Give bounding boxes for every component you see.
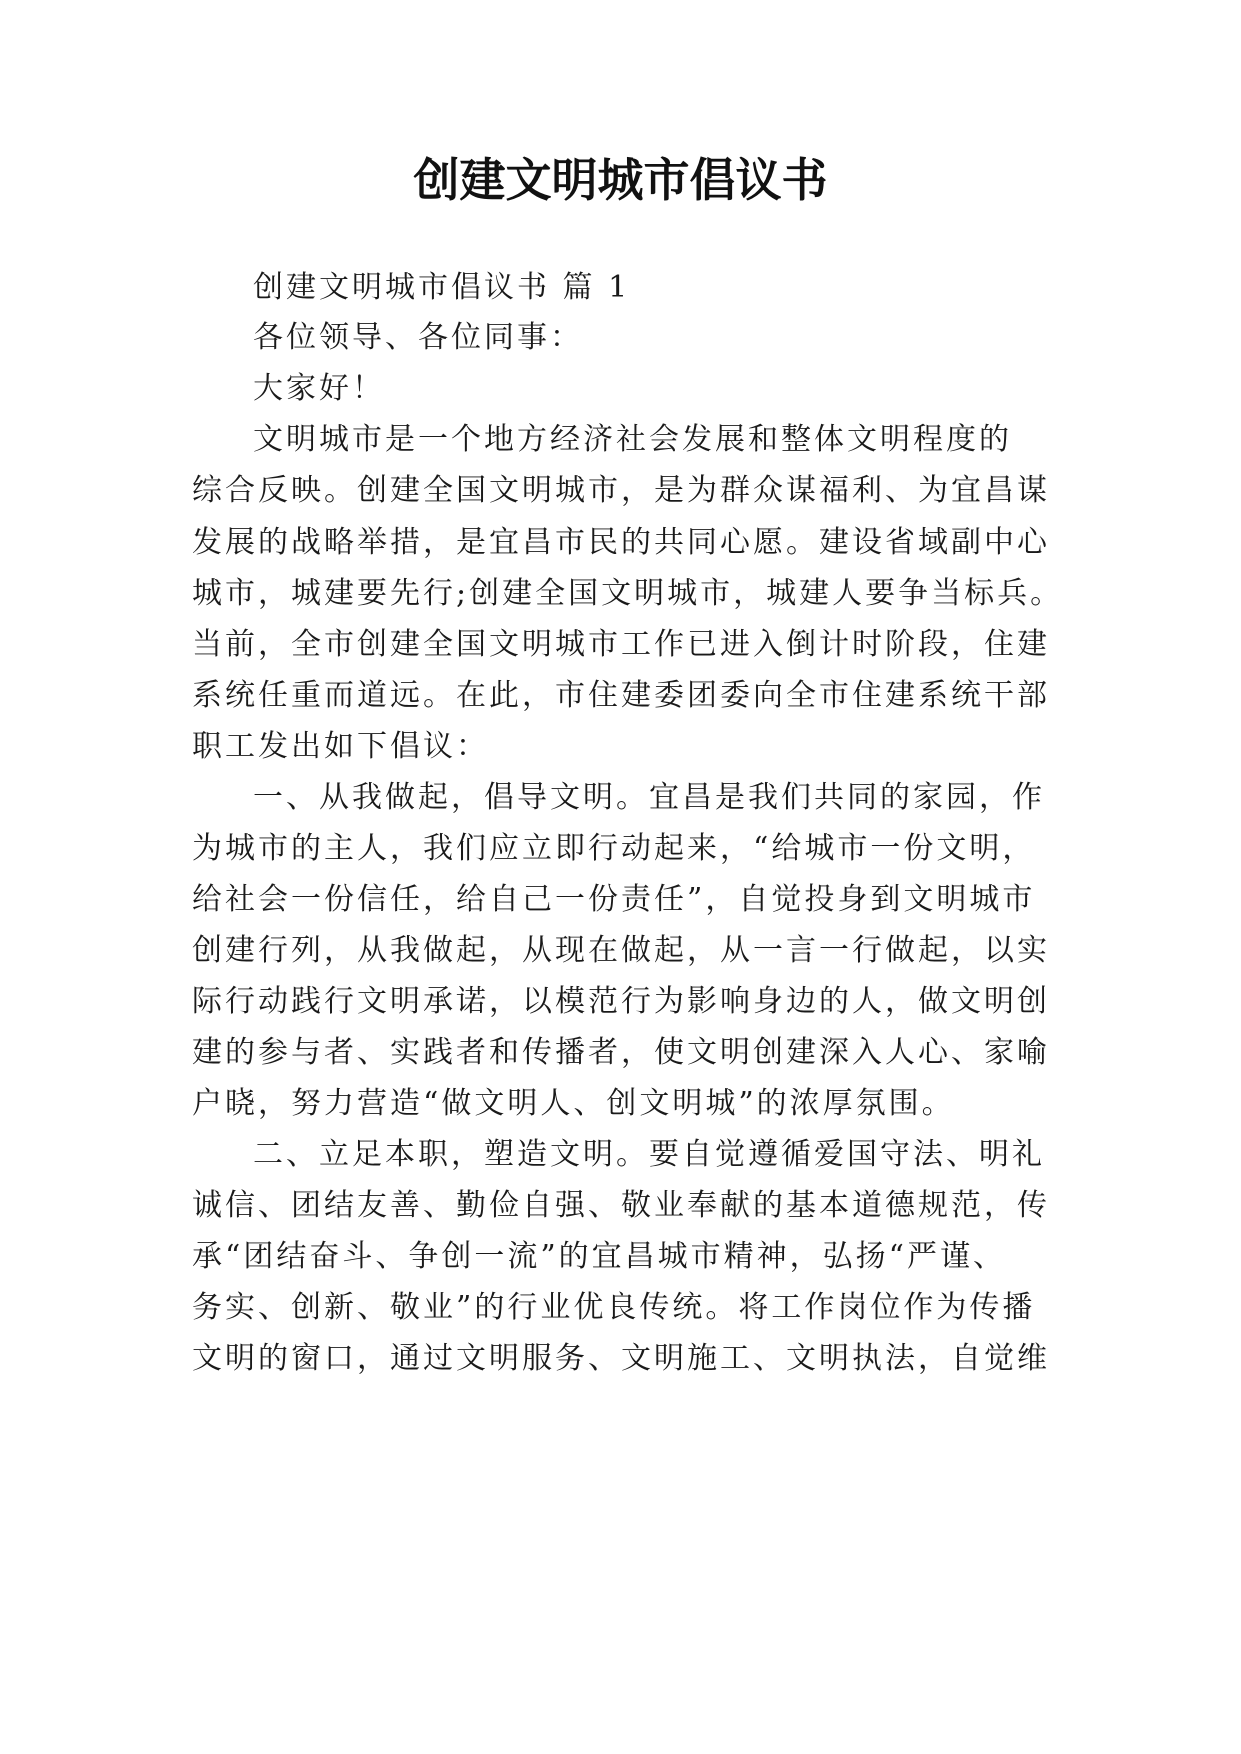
paragraph-line: 户晓，努力营造“做文明人、创文明城”的浓厚氛围。 — [192, 1086, 955, 1121]
paragraph-line: 为城市的主人，我们应立即行动起来，“给城市一份文明， — [192, 831, 1036, 866]
paragraph-line: 文明的窗口，通过文明服务、文明施工、文明执法，自觉维 — [192, 1341, 1050, 1376]
document-title: 创建文明城市倡议书 — [413, 153, 828, 207]
paragraph-line: 承“团结奋斗、争创一流”的宜昌城市精神，弘扬“严谨、 — [192, 1239, 1007, 1274]
paragraph-line: 当前，全市创建全国文明城市工作已进入倒计时阶段，住建 — [192, 627, 1050, 662]
paragraph-line: 文明城市是一个地方经济社会发展和整体文明程度的 — [253, 422, 1012, 457]
paragraph-line: 城市，城建要先行;创建全国文明城市，城建人要争当标兵。 — [192, 576, 1064, 611]
greeting: 大家好！ — [253, 371, 385, 406]
paragraph-line: 一、从我做起，倡导文明。宜昌是我们共同的家园，作 — [253, 780, 1045, 815]
paragraph-line: 给社会一份信任，给自己一份责任”，自觉投身到文明城市 — [192, 882, 1036, 917]
paragraph-line: 系统任重而道远。在此，市住建委团委向全市住建系统干部 — [192, 678, 1050, 713]
paragraph-line: 创建行列，从我做起，从现在做起，从一言一行做起，以实 — [192, 933, 1050, 968]
section-heading: 创建文明城市倡议书 篇 1 — [253, 270, 631, 305]
paragraph-line: 建的参与者、实践者和传播者，使文明创建深入人心、家喻 — [192, 1035, 1050, 1070]
paragraph-line: 务实、创新、敬业”的行业优良传统。将工作岗位作为传播 — [192, 1290, 1036, 1325]
paragraph-line: 综合反映。创建全国文明城市，是为群众谋福利、为宜昌谋 — [192, 473, 1050, 508]
paragraph-line: 职工发出如下倡议： — [192, 729, 489, 764]
paragraph-line: 二、立足本职，塑造文明。要自觉遵循爱国守法、明礼 — [253, 1137, 1045, 1172]
salutation: 各位领导、各位同事： — [253, 320, 583, 355]
paragraph-line: 诚信、团结友善、勤俭自强、敬业奉献的基本道德规范，传 — [192, 1188, 1050, 1223]
paragraph-line: 际行动践行文明承诺，以模范行为影响身边的人，做文明创 — [192, 984, 1050, 1019]
paragraph-line: 发展的战略举措，是宜昌市民的共同心愿。建设省域副中心 — [192, 525, 1050, 560]
